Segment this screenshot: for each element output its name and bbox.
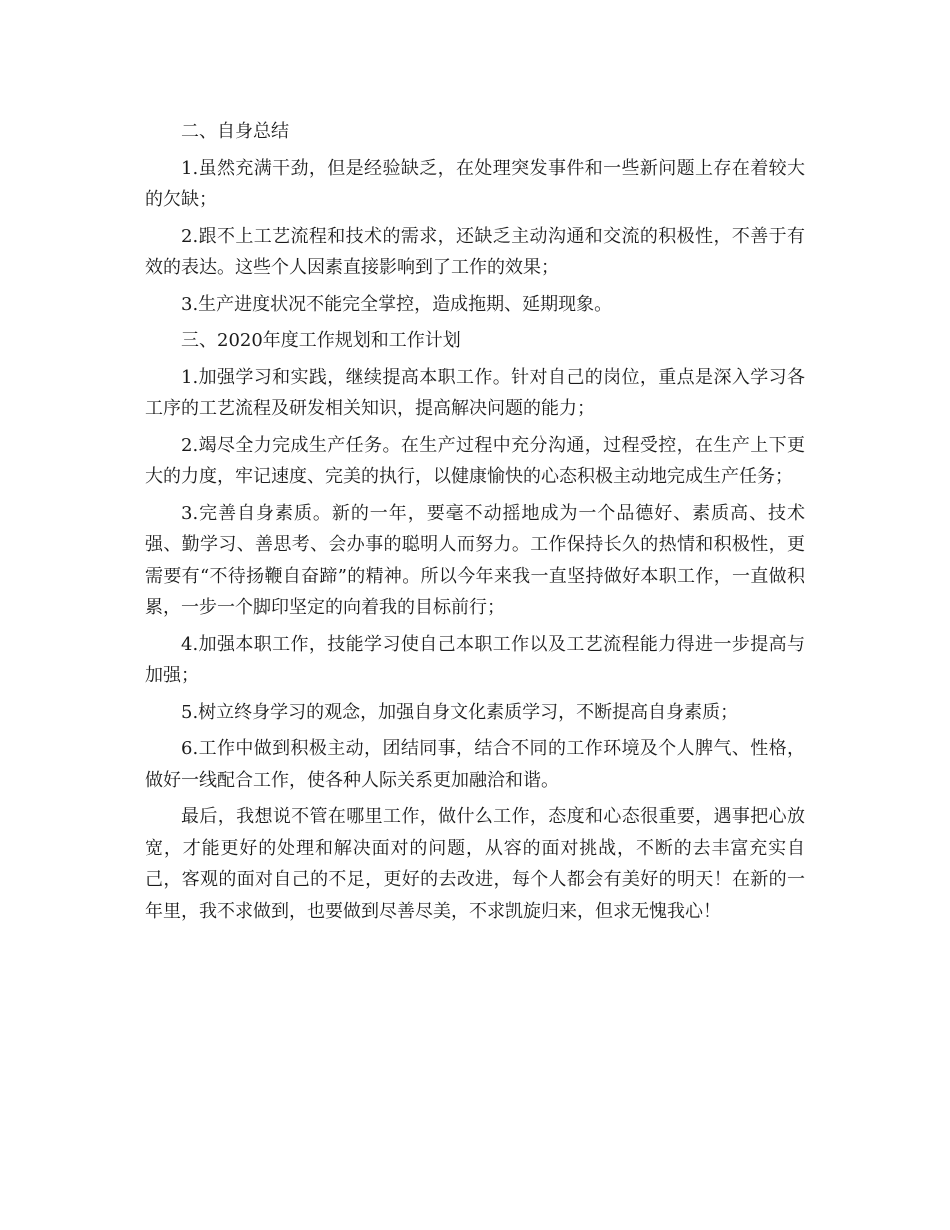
paragraph-plan-3: 3.完善自身素质。新的一年，要毫不动摇地成为一个品德好、素质高、技术强、勤学习、善思考、会办事的聪明人而努力。工作保持长久的热情和积极性，更需要有“不待扬鞭自奋蹄”的精神。所以今年来我一直坚持做好本职工作，一直做积累，一步一个脚印坚定的向着我的目标前行； — [145, 502, 805, 618]
section-heading-work-plan: 三、2020年度工作规划和工作计划 — [181, 330, 461, 351]
paragraph-summary-1: 1.虽然充满干劲，但是经验缺乏，在处理突发事件和一些新问题上存在着较大的欠缺； — [145, 157, 805, 210]
paragraph-summary-3: 3.生产进度状况不能完全掌控，造成拖期、延期现象。 — [181, 293, 613, 315]
paragraph-plan-2: 2.竭尽全力完成生产任务。在生产过程中充分沟通，过程受控，在生产上下更大的力度，牢记速度、完美的执行，以健康愉快的心态积极主动地完成生产任务； — [145, 434, 805, 487]
paragraph-summary-2: 2.跟不上工艺流程和技术的需求，还缺乏主动沟通和交流的积极性，不善于有效的表达。这些个人因素直接影响到了工作的效果； — [145, 225, 805, 278]
paragraph-conclusion: 最后，我想说不管在哪里工作，做什么工作，态度和心态很重要，遇事把心放宽，才能更好的处理和解决面对的问题，从容的面对挑战，不断的去丰富充实自己，客观的面对自己的不足，更好的去改进，每个人都会有美好的明天！在新的一年里，我不求做到，也要做到尽善尽美，不求凯旋归来，但求无愧我心！ — [145, 806, 805, 922]
paragraph-plan-1: 1.加强学习和实践，继续提高本职工作。针对自己的岗位，重点是深入学习各工序的工艺流程及研发相关知识，提高解决问题的能力； — [145, 366, 805, 419]
document-body — [145, 116, 805, 932]
section-heading-self-summary: 二、自身总结 — [181, 121, 289, 142]
paragraph-plan-4: 4.加强本职工作，技能学习使自己本职工作以及工艺流程能力得进一步提高与加强； — [145, 633, 805, 686]
paragraph-plan-5: 5.树立终身学习的观念，加强自身文化素质学习，不断提高自身素质； — [181, 701, 739, 723]
paragraph-plan-6: 6.工作中做到积极主动，团结同事，结合不同的工作环境及个人脾气、性格，做好一线配合工作，使各种人际关系更加融洽和谐。 — [145, 738, 805, 791]
